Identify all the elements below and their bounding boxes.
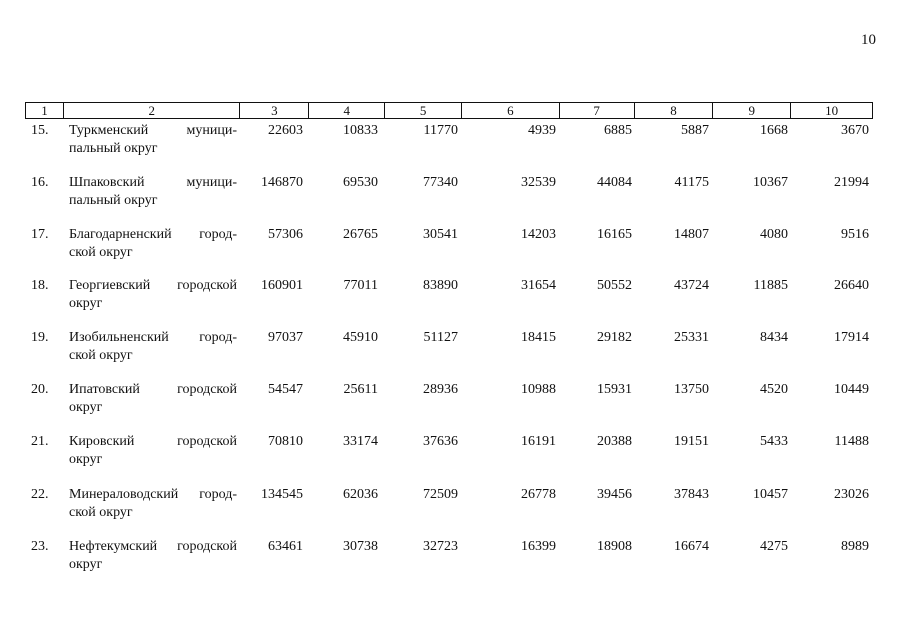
value-col-3: 22603: [268, 123, 303, 138]
header-cell-5: 5: [385, 103, 462, 118]
value-col-10: 10449: [834, 382, 869, 397]
municipality-name-line-2: округ: [69, 296, 103, 311]
municipality-name: [69, 329, 237, 365]
municipality-name-line-2: пальный округ: [69, 141, 158, 156]
row-number: 19.: [31, 330, 49, 345]
table-row: [25, 277, 873, 319]
value-col-8: 25331: [674, 330, 709, 345]
value-col-3: 57306: [268, 227, 303, 242]
table-row: [25, 329, 873, 371]
municipality-name: [69, 226, 237, 262]
municipality-name-line-1: Ипатовский городской: [69, 382, 237, 397]
municipality-name-line-2: округ: [69, 557, 103, 572]
value-col-8: 13750: [674, 382, 709, 397]
municipality-name-line-1: Минераловодский город-: [69, 487, 237, 502]
value-col-3: 160901: [261, 278, 303, 293]
value-col-6: 26778: [521, 487, 556, 502]
municipality-name: [69, 122, 237, 158]
value-col-8: 41175: [674, 175, 709, 190]
value-col-7: 18908: [597, 539, 632, 554]
value-col-5: 28936: [423, 382, 458, 397]
header-cell-10: 10: [825, 103, 839, 118]
value-col-6: 10988: [521, 382, 556, 397]
value-col-8: 43724: [674, 278, 709, 293]
value-col-5: 77340: [423, 175, 458, 190]
value-col-10: 11488: [834, 434, 869, 449]
value-col-5: 30541: [423, 227, 458, 242]
municipality-name-line-1: Георгиевский городской: [69, 278, 237, 293]
row-number: 16.: [31, 175, 49, 190]
page-number: 10: [861, 32, 876, 48]
municipality-name-line-1: Кировский городской: [69, 434, 237, 449]
table-header-row: [25, 102, 873, 119]
table-row: [25, 122, 873, 164]
value-col-9: 4275: [760, 539, 788, 554]
value-col-6: 16191: [521, 434, 556, 449]
value-col-9: 5433: [760, 434, 788, 449]
municipality-name-line-1: Благодарненский город-: [69, 227, 237, 242]
header-cell-8: 8: [635, 103, 714, 118]
value-col-4: 62036: [343, 487, 378, 502]
value-col-4: 10833: [343, 123, 378, 138]
value-col-5: 83890: [423, 278, 458, 293]
header-cell-3: 3: [240, 103, 309, 118]
value-col-4: 33174: [343, 434, 378, 449]
value-col-9: 4080: [760, 227, 788, 242]
value-col-6: 31654: [521, 278, 556, 293]
value-col-8: 5887: [681, 123, 709, 138]
value-col-8: 37843: [674, 487, 709, 502]
value-col-9: 4520: [760, 382, 788, 397]
header-cell-1: 1: [26, 103, 64, 118]
value-col-5: 51127: [423, 330, 458, 345]
value-col-6: 32539: [521, 175, 556, 190]
value-col-3: 97037: [268, 330, 303, 345]
table-row: [25, 381, 873, 423]
municipality-name: [69, 381, 237, 417]
table-row: [25, 486, 873, 528]
value-col-7: 39456: [597, 487, 632, 502]
municipality-name: [69, 486, 237, 522]
table-row: [25, 433, 873, 475]
value-col-6: 16399: [521, 539, 556, 554]
value-col-8: 16674: [674, 539, 709, 554]
value-col-6: 4939: [528, 123, 556, 138]
municipality-name-line-1: Туркменский муници-: [69, 123, 237, 138]
value-col-4: 77011: [343, 278, 378, 293]
value-col-5: 72509: [423, 487, 458, 502]
value-col-10: 3670: [841, 123, 869, 138]
municipality-name-line-2: округ: [69, 452, 103, 467]
value-col-4: 26765: [343, 227, 378, 242]
value-col-9: 8434: [760, 330, 788, 345]
row-number: 20.: [31, 382, 49, 397]
value-col-4: 25611: [343, 382, 378, 397]
value-col-3: 70810: [268, 434, 303, 449]
value-col-3: 134545: [261, 487, 303, 502]
value-col-5: 32723: [423, 539, 458, 554]
value-col-7: 16165: [597, 227, 632, 242]
value-col-9: 10367: [753, 175, 788, 190]
row-number: 17.: [31, 227, 49, 242]
header-cell-6: 6: [462, 103, 560, 118]
row-number: 18.: [31, 278, 49, 293]
municipality-name-line-2: пальный округ: [69, 193, 158, 208]
value-col-8: 14807: [674, 227, 709, 242]
value-col-7: 15931: [597, 382, 632, 397]
value-col-4: 69530: [343, 175, 378, 190]
municipality-name-line-1: Нефтекумский городской: [69, 539, 237, 554]
row-number: 23.: [31, 539, 49, 554]
header-cell-2: 2: [64, 103, 241, 118]
row-number: 21.: [31, 434, 49, 449]
municipality-name-line-2: ской округ: [69, 245, 133, 260]
value-col-5: 37636: [423, 434, 458, 449]
value-col-7: 50552: [597, 278, 632, 293]
value-col-8: 19151: [674, 434, 709, 449]
value-col-10: 17914: [834, 330, 869, 345]
table-row: [25, 538, 873, 580]
value-col-6: 18415: [521, 330, 556, 345]
value-col-7: 44084: [597, 175, 632, 190]
table-row: [25, 226, 873, 268]
value-col-7: 6885: [604, 123, 632, 138]
value-col-7: 20388: [597, 434, 632, 449]
header-cell-7: 7: [560, 103, 635, 118]
value-col-3: 54547: [268, 382, 303, 397]
header-cell-9: 9: [713, 103, 791, 118]
value-col-10: 26640: [834, 278, 869, 293]
table-row: [25, 174, 873, 216]
value-col-9: 1668: [760, 123, 788, 138]
value-col-10: 9516: [841, 227, 869, 242]
municipality-name-line-1: Шпаковский муници-: [69, 175, 237, 190]
value-col-4: 45910: [343, 330, 378, 345]
value-col-10: 23026: [834, 487, 869, 502]
value-col-7: 29182: [597, 330, 632, 345]
value-col-5: 11770: [423, 123, 458, 138]
municipality-name-line-2: ской округ: [69, 505, 133, 520]
row-number: 22.: [31, 487, 49, 502]
value-col-10: 21994: [834, 175, 869, 190]
municipality-name-line-1: Изобильненский город-: [69, 330, 237, 345]
municipality-name-line-2: округ: [69, 400, 103, 415]
value-col-3: 63461: [268, 539, 303, 554]
value-col-4: 30738: [343, 539, 378, 554]
value-col-10: 8989: [841, 539, 869, 554]
municipality-name: [69, 433, 237, 469]
header-cell-4: 4: [309, 103, 385, 118]
value-col-3: 146870: [261, 175, 303, 190]
value-col-9: 11885: [753, 278, 788, 293]
municipality-name: [69, 174, 237, 210]
row-number: 15.: [31, 123, 49, 138]
municipality-name-line-2: ской округ: [69, 348, 133, 363]
municipality-name: [69, 277, 237, 313]
value-col-6: 14203: [521, 227, 556, 242]
value-col-9: 10457: [753, 487, 788, 502]
municipality-name: [69, 538, 237, 574]
